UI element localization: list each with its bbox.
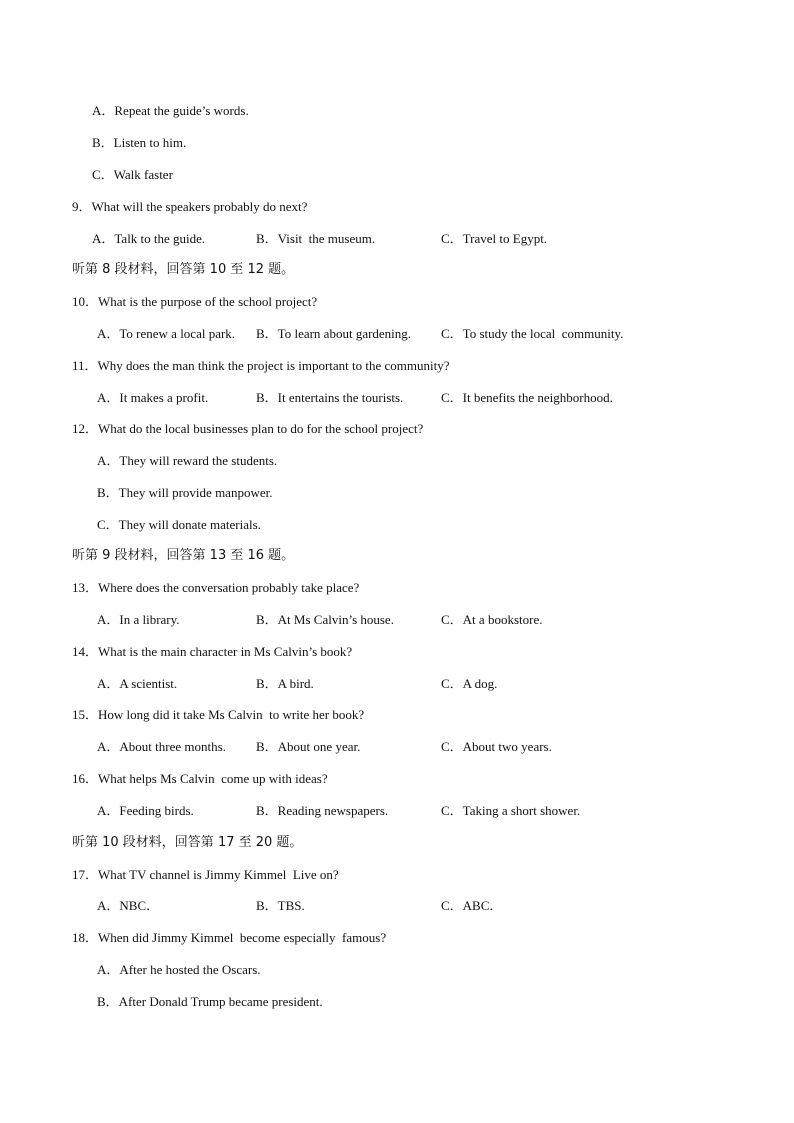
section-heading-8: 听第 8 段材料，回答第 10 至 12 题。 xyxy=(72,262,295,277)
q8-option-a: A．Repeat the guide’s words. xyxy=(92,103,249,118)
q8-option-c: C．Walk faster xyxy=(92,167,173,182)
q17-option-b: B．TBS. xyxy=(256,898,305,913)
q18-option-b: B．After Donald Trump became president. xyxy=(97,994,323,1009)
q11-option-b: B．It entertains the tourists. xyxy=(256,390,404,405)
q10-option-a: A．To renew a local park. xyxy=(97,326,236,341)
q8-option-b: B．Listen to him. xyxy=(92,135,187,150)
q12-option-a: A．They will reward the students. xyxy=(97,453,278,468)
q16-option-c: C．Taking a short shower. xyxy=(441,803,581,818)
q14-option-a: A．A scientist. xyxy=(97,676,178,691)
q15-option-a: A．About three months. xyxy=(97,739,226,754)
q17-stem: 17．What TV channel is Jimmy Kimmel Live on? xyxy=(72,867,339,882)
q12-stem: 12．What do the local businesses plan to do for the school project? xyxy=(72,421,424,436)
q16-stem: 16．What helps Ms Calvin come up with ideas? xyxy=(72,771,328,786)
q9-option-c: C．Travel to Egypt. xyxy=(441,231,548,246)
q15-option-b: B．About one year. xyxy=(256,739,361,754)
q13-option-c: C．At a bookstore. xyxy=(441,612,543,627)
q9-option-b: B．Visit the museum. xyxy=(256,231,376,246)
section-heading-10: 听第 10 段材料，回答第 17 至 20 题。 xyxy=(72,835,303,850)
q10-option-b: B．To learn about gardening. xyxy=(256,326,412,341)
q13-option-b: B．At Ms Calvin’s house. xyxy=(256,612,394,627)
section-heading-9: 听第 9 段材料，回答第 13 至 16 题。 xyxy=(72,548,295,563)
q12-option-b: B．They will provide manpower. xyxy=(97,485,273,500)
q16-option-b: B．Reading newspapers. xyxy=(256,803,389,818)
q14-stem: 14．What is the main character in Ms Calvin’s book? xyxy=(72,644,353,659)
q9-stem: 9．What will the speakers probably do next? xyxy=(72,199,308,214)
q18-stem: 18．When did Jimmy Kimmel become especially famous? xyxy=(72,930,387,945)
q14-option-c: C．A dog. xyxy=(441,676,498,691)
q15-option-c: C．About two years. xyxy=(441,739,552,754)
q15-stem: 15．How long did it take Ms Calvin to write her book? xyxy=(72,707,365,722)
q16-option-a: A．Feeding birds. xyxy=(97,803,194,818)
q13-stem: 13．Where does the conversation probably take place? xyxy=(72,580,360,595)
q9-option-a: A．Talk to the guide. xyxy=(92,231,206,246)
q17-option-a: A．NBC． xyxy=(97,898,160,913)
q13-option-a: A．In a library. xyxy=(97,612,180,627)
q11-stem: 11．Why does the man think the project is important to the community? xyxy=(72,358,450,373)
q17-option-c: C．ABC． xyxy=(441,898,503,913)
q11-option-c: C．It benefits the neighborhood. xyxy=(441,390,613,405)
q18-option-a: A．After he hosted the Oscars. xyxy=(97,962,261,977)
q14-option-b: B．A bird. xyxy=(256,676,314,691)
q12-option-c: C．They will donate materials. xyxy=(97,517,261,532)
q10-option-c: C．To study the local community. xyxy=(441,326,624,341)
q10-stem: 10．What is the purpose of the school project? xyxy=(72,294,318,309)
q11-option-a: A．It makes a profit. xyxy=(97,390,209,405)
